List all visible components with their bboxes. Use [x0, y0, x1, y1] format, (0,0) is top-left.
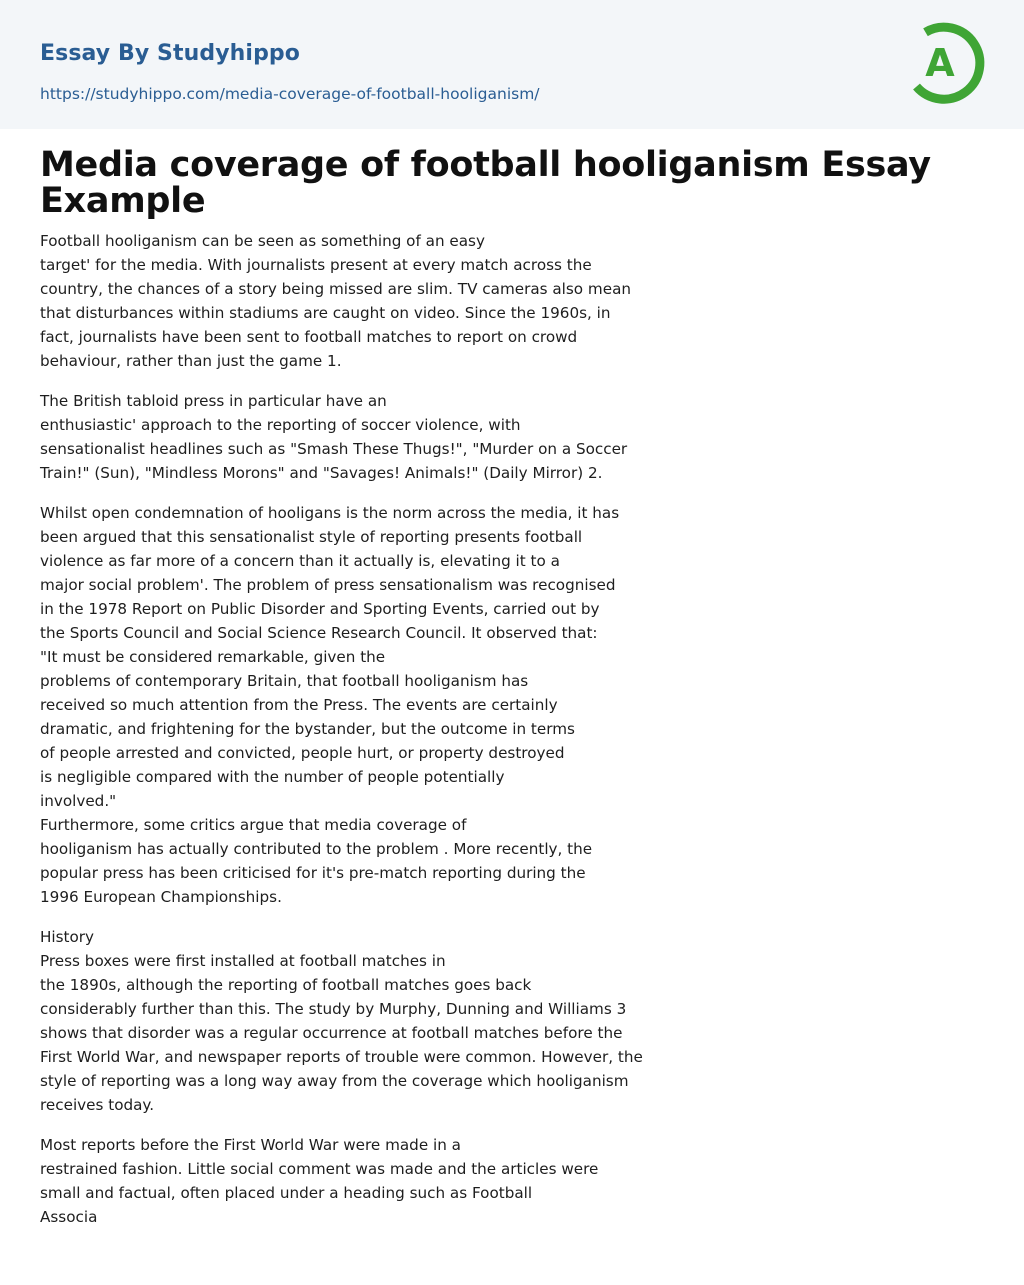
paragraph-line: Press boxes were first installed at football matches in — [40, 952, 446, 970]
paragraph-line: style of reporting was a long way away from the coverage which hooliganism — [40, 1072, 629, 1090]
paragraph-line: Most reports before the First World War were made in a — [40, 1136, 461, 1154]
paragraph-line: small and factual, often placed under a heading such as Football — [40, 1184, 533, 1202]
paragraph-line: Furthermore, some critics argue that media coverage of — [40, 816, 467, 834]
paragraph-line: "It must be considered remarkable, given the — [40, 648, 386, 666]
essay-paragraph — [40, 1133, 700, 1229]
site-header — [0, 0, 1024, 129]
paragraph-line: in the 1978 Report on Public Disorder and Sporting Events, carried out by — [40, 600, 600, 618]
essay-paragraph — [40, 925, 700, 1117]
svg-text:A: A — [925, 41, 955, 85]
paragraph-line: 1996 European Championships. — [40, 888, 282, 906]
paragraph-line: restrained fashion. Little social comment was made and the articles were — [40, 1160, 599, 1178]
studyhippo-logo-icon[interactable] — [906, 18, 990, 106]
paragraph-line: Train!" (Sun), "Mindless Morons" and "Savages! Animals!" (Daily Mirror) 2. — [40, 464, 603, 482]
paragraph-line: First World War, and newspaper reports of trouble were common. However, the — [40, 1048, 643, 1066]
paragraph-line: violence as far more of a concern than it actually is, elevating it to a — [40, 552, 560, 570]
paragraph-line: of people arrested and convicted, people hurt, or property destroyed — [40, 744, 565, 762]
paragraph-line: the 1890s, although the reporting of football matches goes back — [40, 976, 532, 994]
paragraph-line: fact, journalists have been sent to football matches to report on crowd — [40, 328, 578, 346]
essay-body — [40, 229, 700, 1245]
paragraph-line: involved." — [40, 792, 117, 810]
paragraph-line: major social problem'. The problem of press sensationalism was recognised — [40, 576, 616, 594]
paragraph-line: hooliganism has actually contributed to the problem . More recently, the — [40, 840, 593, 858]
paragraph-line: the Sports Council and Social Science Research Council. It observed that: — [40, 624, 598, 642]
paragraph-line: problems of contemporary Britain, that football hooliganism has — [40, 672, 529, 690]
paragraph-line: History — [40, 928, 95, 946]
paragraph-line: received so much attention from the Press. The events are certainly — [40, 696, 558, 714]
paragraph-line: enthusiastic' approach to the reporting of soccer violence, with — [40, 416, 521, 434]
paragraph-line: country, the chances of a story being missed are slim. TV cameras also mean — [40, 280, 631, 298]
paragraph-line: behaviour, rather than just the game 1. — [40, 352, 342, 370]
brand-title[interactable]: Essay By Studyhippo — [40, 41, 300, 66]
source-url-link[interactable]: https://studyhippo.com/media-coverage-of-football-hooliganism/ — [40, 85, 540, 103]
paragraph-line: been argued that this sensationalist style of reporting presents football — [40, 528, 583, 546]
paragraph-line: that disturbances within stadiums are caught on video. Since the 1960s, in — [40, 304, 611, 322]
paragraph-line: shows that disorder was a regular occurrence at football matches before the — [40, 1024, 623, 1042]
paragraph-line: Whilst open condemnation of hooligans is the norm across the media, it has — [40, 504, 620, 522]
paragraph-line: sensationalist headlines such as "Smash These Thugs!", "Murder on a Soccer — [40, 440, 628, 458]
page-title: Media coverage of football hooliganism Essay Example — [40, 145, 931, 221]
paragraph-line: target' for the media. With journalists present at every match across the — [40, 256, 592, 274]
paragraph-line: is negligible compared with the number of people potentially — [40, 768, 505, 786]
paragraph-line: popular press has been criticised for it's pre-match reporting during the — [40, 864, 586, 882]
essay-paragraph — [40, 389, 700, 485]
paragraph-line: Associa — [40, 1208, 98, 1226]
essay-paragraph — [40, 501, 700, 909]
paragraph-line: considerably further than this. The study by Murphy, Dunning and Williams 3 — [40, 1000, 627, 1018]
paragraph-line: Football hooliganism can be seen as something of an easy — [40, 232, 485, 250]
paragraph-line: The British tabloid press in particular have an — [40, 392, 387, 410]
essay-paragraph — [40, 229, 700, 373]
paragraph-line: dramatic, and frightening for the bystander, but the outcome in terms — [40, 720, 575, 738]
paragraph-line: receives today. — [40, 1096, 155, 1114]
